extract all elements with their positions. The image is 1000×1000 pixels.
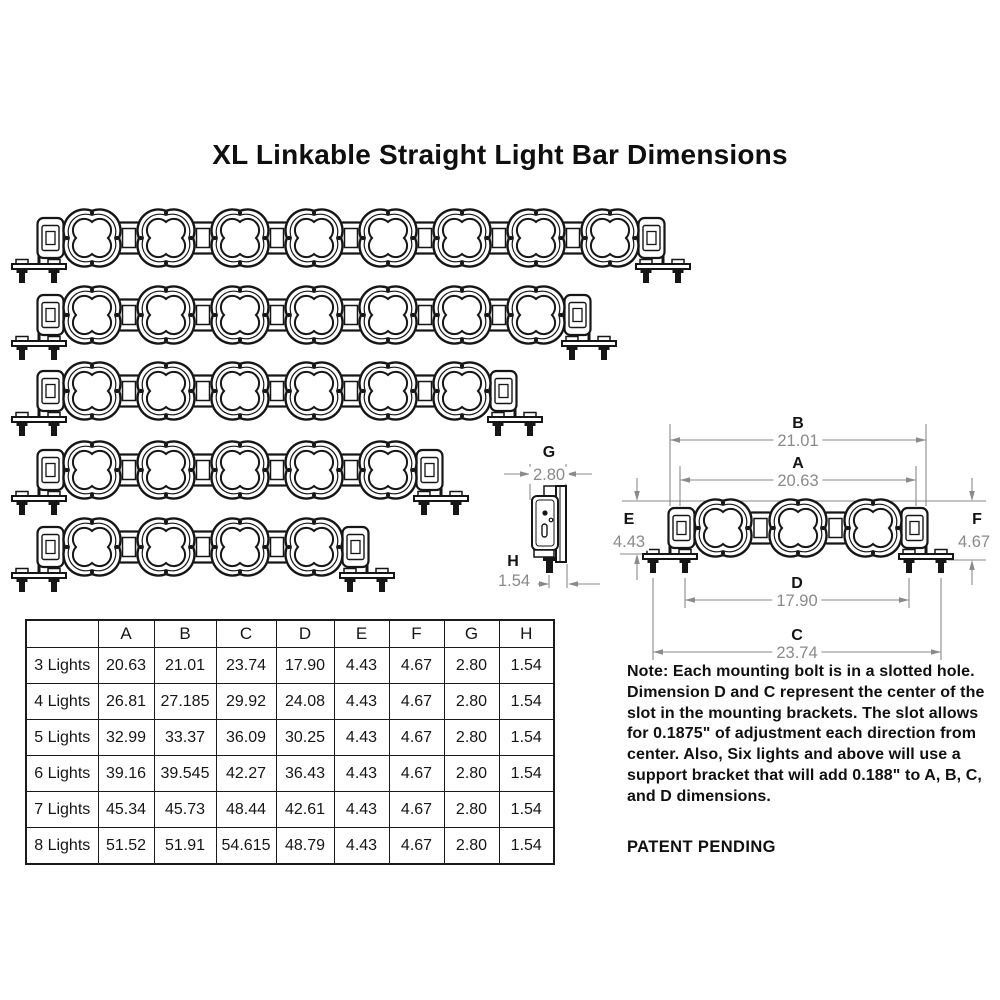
- table-header-a: A: [98, 620, 154, 648]
- table-cell: 54.615: [216, 828, 276, 865]
- table-cell: 29.92: [216, 684, 276, 720]
- dim-value-e: 4.43: [609, 534, 649, 551]
- table-cell: 21.01: [154, 648, 216, 684]
- table-header-d: D: [276, 620, 334, 648]
- dim-letter-a: A: [792, 455, 804, 472]
- table-cell: 4.67: [389, 648, 444, 684]
- patent-pending-text: PATENT PENDING: [627, 838, 776, 856]
- 8-light-bar: [12, 209, 690, 283]
- table-header-h: H: [499, 620, 554, 648]
- table-header-g: G: [444, 620, 499, 648]
- table-cell: 20.63: [98, 648, 154, 684]
- table-cell: 36.43: [276, 756, 334, 792]
- table-cell: 4.43: [334, 684, 389, 720]
- table-header-e: E: [334, 620, 389, 648]
- table-cell: 4.67: [389, 684, 444, 720]
- row-label: 7 Lights: [26, 792, 98, 828]
- dim-value-c: 23.74: [772, 645, 821, 662]
- table-cell: 4.67: [389, 792, 444, 828]
- dim-value-b: 21.01: [773, 433, 822, 450]
- row-label: 6 Lights: [26, 756, 98, 792]
- table-cell: 51.91: [154, 828, 216, 865]
- table-cell: 1.54: [499, 720, 554, 756]
- table-cell: 27.185: [154, 684, 216, 720]
- table-cell: 51.52: [98, 828, 154, 865]
- table-cell: 17.90: [276, 648, 334, 684]
- note-text: Note: Each mounting bolt is in a slotted hole. Dimension D and C represent the center of the slot in the mounting brackets. The slot allows for 0.1875" of adjustment each direction from center. Also, Six lights and above will use a support bracket that will add 0.188" to A, B, C, and D dimensions.: [627, 663, 985, 805]
- table-cell: 33.37: [154, 720, 216, 756]
- dim-letter-g: G: [542, 444, 556, 461]
- row-label: 3 Lights: [26, 648, 98, 684]
- table-row: [26, 792, 554, 828]
- dim-letter-f: F: [972, 511, 982, 528]
- page-title: XL Linkable Straight Light Bar Dimensions: [212, 139, 788, 170]
- 5-light-bar: [12, 441, 468, 515]
- table-cell: 4.43: [334, 648, 389, 684]
- table-row: [26, 720, 554, 756]
- table-cell: 48.44: [216, 792, 276, 828]
- dim-value-d: 17.90: [772, 593, 821, 610]
- table-cell: 2.80: [444, 648, 499, 684]
- table-cell: 4.67: [389, 828, 444, 865]
- table-cell: 4.43: [334, 828, 389, 865]
- dim-value-h: 1.54: [494, 573, 534, 590]
- table-cell: 45.34: [98, 792, 154, 828]
- table-cell: 48.79: [276, 828, 334, 865]
- dim-letter-b: B: [792, 415, 804, 432]
- table-header-row: [26, 620, 554, 648]
- table-cell: 32.99: [98, 720, 154, 756]
- table-cell: 39.545: [154, 756, 216, 792]
- row-label: 4 Lights: [26, 684, 98, 720]
- table-corner-cell: [26, 620, 98, 648]
- dim-letter-d: D: [791, 575, 803, 592]
- table-header-c: C: [216, 620, 276, 648]
- dim-value-g: 2.80: [529, 467, 569, 484]
- row-label: 5 Lights: [26, 720, 98, 756]
- dim-letter-c: C: [791, 627, 803, 644]
- 4-light-bar: [12, 518, 394, 592]
- table-cell: 4.43: [334, 720, 389, 756]
- table-row: [26, 648, 554, 684]
- table-header-b: B: [154, 620, 216, 648]
- table-cell: 24.08: [276, 684, 334, 720]
- table-cell: 1.54: [499, 684, 554, 720]
- table-row: [26, 684, 554, 720]
- table-row: [26, 756, 554, 792]
- table-cell: 4.67: [389, 756, 444, 792]
- table-cell: 1.54: [499, 648, 554, 684]
- dim-value-f: 4.67: [954, 534, 994, 551]
- table-cell: 2.80: [444, 720, 499, 756]
- table-cell: 1.54: [499, 828, 554, 865]
- table-cell: 4.43: [334, 792, 389, 828]
- dim-letter-h: H: [507, 553, 519, 570]
- table-cell: 2.80: [444, 828, 499, 865]
- table-cell: 42.61: [276, 792, 334, 828]
- dim-value-a: 20.63: [773, 473, 822, 490]
- table-cell: 1.54: [499, 792, 554, 828]
- table-cell: 2.80: [444, 756, 499, 792]
- 6-light-bar: [12, 362, 542, 436]
- table-row: [26, 828, 554, 865]
- table-cell: 30.25: [276, 720, 334, 756]
- table-cell: 4.67: [389, 720, 444, 756]
- table-cell: 2.80: [444, 684, 499, 720]
- table-cell: 36.09: [216, 720, 276, 756]
- row-label: 8 Lights: [26, 828, 98, 865]
- table-cell: 23.74: [216, 648, 276, 684]
- 7-light-bar: [12, 286, 616, 360]
- table-header-f: F: [389, 620, 444, 648]
- table-cell: 26.81: [98, 684, 154, 720]
- table-cell: 39.16: [98, 756, 154, 792]
- dimensions-table: [25, 619, 555, 865]
- table-cell: 4.43: [334, 756, 389, 792]
- table-cell: 42.27: [216, 756, 276, 792]
- table-cell: 2.80: [444, 792, 499, 828]
- table-cell: 45.73: [154, 792, 216, 828]
- dim-letter-e: E: [623, 511, 635, 528]
- table-cell: 1.54: [499, 756, 554, 792]
